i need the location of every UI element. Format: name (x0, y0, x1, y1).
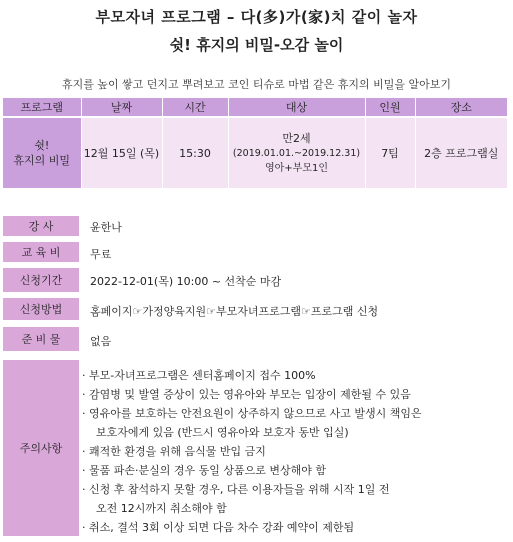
note-item: · 부모-자녀프로그램은 센터홈페이지 접수 100% (82, 369, 316, 382)
program-table-header-row (3, 98, 507, 117)
supplies-value: 없음 (90, 335, 112, 348)
method-value: 홈페이지☞가정양육지원☞부모자녀프로그램☞프로그램 신청 (90, 305, 379, 318)
program-intro: 휴지를 높이 쌓고 던지고 뿌려보고 코인 티슈로 마법 같은 휴지의 비밀을 알아보기 (61, 78, 452, 91)
notes-list (82, 366, 422, 537)
supplies-label: 준 비 물 (3, 327, 79, 351)
note-item: · 취소, 결석 3회 이상 되면 다음 차수 강좌 예약이 제한됨 (82, 521, 355, 534)
program-name-line1: 쉿! (34, 139, 50, 152)
program-table-row (3, 117, 507, 188)
header-count: 인원 (365, 98, 415, 117)
instructor-label: 강 사 (3, 216, 79, 236)
cell-place: 2층 프로그램실 (415, 117, 507, 188)
note-item: · 신청 후 참석하지 못할 경우, 다른 이용자들을 위해 시작 1일 전 (82, 483, 390, 496)
fee-value: 무료 (90, 248, 112, 261)
notes-label: 주의사항 (3, 360, 79, 536)
cell-program (3, 117, 81, 188)
note-item-continued: 오전 12시까지 취소해야 함 (96, 502, 227, 515)
period-value: 2022-12-01(목) 10:00 ~ 선착순 마감 (90, 275, 282, 288)
header-target: 대상 (228, 98, 365, 117)
main-title: 부모자녀 프로그램 – 다(多)가(家)치 같이 놀자 (95, 8, 418, 26)
period-label: 신청기간 (3, 268, 79, 292)
cell-target (228, 117, 365, 188)
header-program: 프로그램 (3, 98, 81, 117)
note-item-continued: 보호자에게 있음 (반드시 영유아와 보호자 동반 입실) (96, 426, 349, 439)
target-birth-range: (2019.01.01.~2019.12.31) (232, 147, 361, 159)
note-item: · 감염병 및 발열 증상이 있는 영유아와 부모는 입장이 제한될 수 있음 (82, 388, 411, 401)
instructor-value: 윤한나 (90, 221, 122, 234)
header-date: 날짜 (81, 98, 162, 117)
fee-label: 교 육 비 (3, 242, 79, 262)
program-name-line2: 휴지의 비밀 (13, 154, 71, 167)
target-participants: 영아+부모1인 (264, 162, 329, 174)
cell-time: 15:30 (162, 117, 228, 188)
note-item: · 영유아를 보호하는 안전요원이 상주하지 않으므로 사고 발생시 책임은 (82, 407, 422, 420)
note-item: · 물품 파손·분실의 경우 동일 상품으로 변상해야 함 (82, 464, 326, 477)
method-label: 신청방법 (3, 298, 79, 320)
target-age: 만2세 (282, 131, 311, 145)
cell-count: 7팀 (365, 117, 415, 188)
sub-title: 쉿! 휴지의 비밀-오감 놀이 (169, 36, 344, 54)
cell-date: 12월 15일 (목) (81, 117, 162, 188)
header-place: 장소 (415, 98, 507, 117)
program-table (3, 98, 507, 188)
header-time: 시간 (162, 98, 228, 117)
note-item: · 쾌적한 환경을 위해 음식물 반입 금지 (82, 445, 266, 458)
